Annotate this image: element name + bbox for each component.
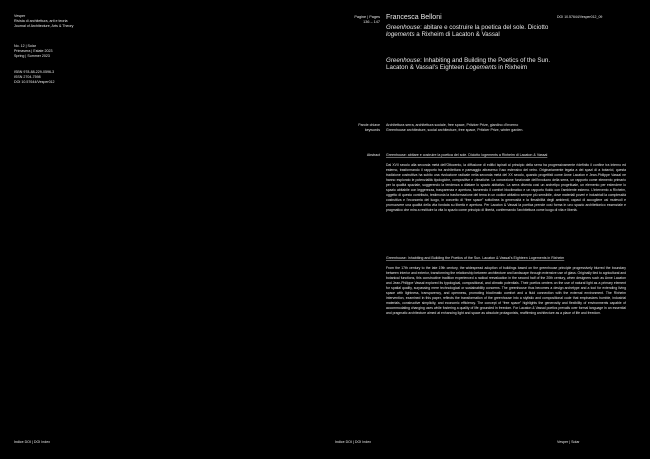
abstract-en-body: From the 17th century to the late 19th century, the widespread adoption of buildings based on the greenhouse principle progressively blurred the boundary between interior and exterior, transforming the relationship between architecture and landscape through extensive use of glass. Originally tied to agricultural and botanical functions, this constructive tradition experienced a radical reevaluation in the second half of the 20th century, when designers such as Anne Lacaton and Jean-Philippe Vassal explored its typological, compositional, and climatic potentials. Their poetics centers on the use of natural light as a primary element for spatial quality, surpassing mere technological or sustainability concerns. The greenhouse thus becomes a design archetype and a tool for extending living space with lightness, transparency, and openness, promoting bioclimatic comfort and a fluid connection with the external environment. The Rixheim intervention, examined in this paper, reflects the transformation of the greenhouse into a stylistic and compositional code that emphasizes humble, industrial materials, constructive simplicity, and economic efficiency. The concept of “free space” highlights the generosity and flexibility of environments capable of accommodating changing uses while fostering a quality of life grounded in freedom. For Lacaton & Vassal poetics prevails over formal language in an essential and pragmatic architecture aimed at enhancing light and space as absolute protagonists, reaffirming architecture as a place of life and freedom. <box>386 266 626 315</box>
author-name: Francesca Belloni <box>386 14 442 21</box>
title-english <box>386 57 556 71</box>
title-en-end: in Rixheim <box>496 64 528 71</box>
title-en-italic2: Logements <box>465 64 497 71</box>
title-it-italic2: logements <box>386 31 415 38</box>
right-footer-right: Vesper | Solar <box>557 440 580 444</box>
right-footer-left[interactable]: Indice DOI | DOI Index <box>335 440 372 444</box>
abstract-it-body: Dal XVII secolo alla seconda metà dell’Ottocento, la diffusione di edifici ispirati al principio della serra ha progressivamente ridefinito il confine tra interno ed esterno, trasformando il rapporto tra architettura e paesaggio attraverso l’uso estensivo del vetro. Originariamente legata a dei spazi di a botanici, questa tradizione costruttiva ha subito una rivoluzione radicale nella seconda metà del XX secolo, quando progettisti come Anne Lacaton e Jean-Philippe Vassal ne hanno esplorato le potenzialità tipologiche, compositive e climatiche. La concezione funzionale dell’involucro della serra, un rapporto come elemento primario per la qualità spaziale, suggerendo la tendenza a dilatare lo spazio abitativo. La serra diventa così un archetipo progettuale, un elemento per estendere lo spazio abitabile con leggerezza, trasparenza e apertura, favorendo il comfort bioclimatico e un rapporto fluido con l’ambiente esterno. L’intervento a Rixheim, oggetto di questo contributo, testimonia la trasformazione del tema in un codice abitativo sempre più sensibile, dove materiali poveri e industriali la complessità costruttiva e l’economia del luogo, in concetto di “free space” sottolinea la generosità e la flessibilità degli ambienti, capaci di accogliere usi mutevoli e promuovere una qualità della vita fondata su libertà e apertura. Per Lacaton & Vassal la poetica prende così forma in uno spazio architettonico essenziale e pragmatico che mira a restituire la vita lo spazio come principio di libertà, confermando l’architettura come luogo di vita e libertà. <box>386 163 626 212</box>
title-it-italic: Greenhouse <box>386 24 421 31</box>
keywords-english: Greenhouse architecture, social architecture, free space, Pritzker Prize, winter garden. <box>386 128 524 132</box>
title-it-end: a Rixheim di Lacaton & Vassal <box>414 31 500 38</box>
keywords-label: Parole chiave keywords <box>358 123 380 132</box>
article-doi[interactable]: DOI 10.57644/Vesper012_09 <box>557 15 603 19</box>
abstract-it-heading: Greenhouse: abitare e costruire la poetica del sole. Diciotto logements a Rixheim di Lacaton & Vassal <box>386 153 548 157</box>
left-footer[interactable]: Indice DOI | DOI Index <box>14 440 51 444</box>
pages-label: Pagine | Pages 136 – 147 <box>354 15 380 24</box>
title-en-rest: : Inhabiting and Building the Poetics of the Sun. Lacaton & Vassal’s Eighteen <box>386 57 551 71</box>
abstract-en-heading: Greenhouse: Inhabiting and Building the Poetics of the Sun. Lacaton & Vassal’s Eighteen Logements in Rixheim <box>386 256 565 260</box>
title-italian <box>386 24 556 38</box>
title-en-italic: Greenhouse <box>386 57 421 64</box>
issue-info: No. 12 | Solar Primavera | Estate 2023 Spring | Summer 2023 <box>14 44 53 58</box>
keywords-italian: Architettura serra, architettura sociale, free space, Pritzker Prize, giardino d’inverno <box>386 123 519 127</box>
journal-info: Vesper Rivista di architettura, arti e teoria Journal of Architecture, Arts & Theory <box>14 14 74 28</box>
abstract-label: Abstract <box>366 153 380 157</box>
title-it-rest: : abitare e costruire la poetica del sole. Diciotto <box>420 24 549 31</box>
isbn-info: ISBN 978-88-229-0596-3 ISSN 2704-7598 DOI 10.57644/Vesper012 <box>14 70 55 84</box>
